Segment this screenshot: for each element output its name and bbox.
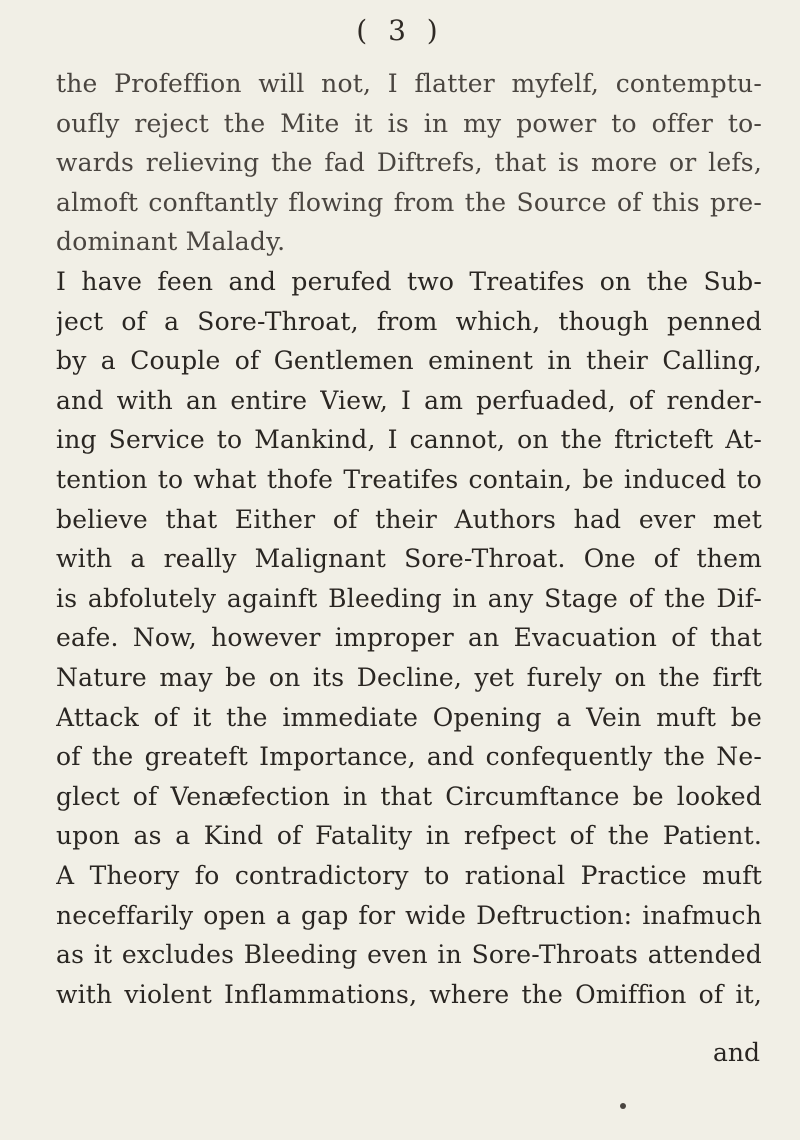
text-line: ject of a Sore-Throat, from which, though penned xyxy=(56,306,762,336)
text-line: of the greateft Importance, and confequently the Ne- xyxy=(56,742,762,772)
text-line: glect of Venæfection in that Circumftance be looked xyxy=(56,781,762,811)
text-line: with violent Inflammations, where the Omiffion of it, xyxy=(56,979,762,1009)
text-line: almoft conftantly flowing from the Source of this pre- xyxy=(56,187,762,217)
text-line: tention to what thofe Treatifes contain, be induced to xyxy=(56,464,762,494)
paragraph-2 xyxy=(56,262,762,1014)
paragraph-1 xyxy=(56,64,762,262)
text-line: ing Service to Mankind, I cannot, on the ftricteft At- xyxy=(56,425,762,455)
text-line: A Theory fo contradictory to rational Practice muft xyxy=(56,860,762,890)
text-line: neceffarily open a gap for wide Deftruction: inafmuch xyxy=(56,900,762,930)
text-line: the Profeffion will not, I flatter myfelf, contemptu- xyxy=(56,69,762,98)
text-line: I have feen and perufed two Treatifes on the Sub- xyxy=(56,267,762,296)
text-line: Nature may be on its Decline, yet furely on the firft xyxy=(56,662,762,692)
text-line: oufly reject the Mite it is in my power to offer to- xyxy=(56,108,762,138)
text-line: as it excludes Bleeding even in Sore-Throats attended xyxy=(56,940,762,970)
text-line: by a Couple of Gentlemen eminent in their Calling, xyxy=(56,346,762,376)
text-line: upon as a Kind of Fatality in refpect of the Patient. xyxy=(56,821,762,851)
text-line: dominant Malady. xyxy=(56,227,286,257)
ink-speck xyxy=(620,1103,626,1109)
text-line: Attack of it the immediate Opening a Vein muft be xyxy=(56,702,762,732)
text-line: believe that Either of their Authors had ever met xyxy=(56,504,762,534)
catchword: and xyxy=(712,1038,760,1067)
text-line: wards relieving the fad Diftrefs, that is more or lefs, xyxy=(56,148,762,178)
text-line: and with an entire View, I am perfuaded, of render- xyxy=(56,385,762,415)
text-line: with a really Malignant Sore-Throat. One of them xyxy=(56,544,762,574)
text-line: is abfolutely againft Bleeding in any Stage of the Dif- xyxy=(56,583,762,613)
text-line: eafe. Now, however improper an Evacuation of that xyxy=(56,623,762,653)
page-number: ( 3 ) xyxy=(356,14,444,47)
